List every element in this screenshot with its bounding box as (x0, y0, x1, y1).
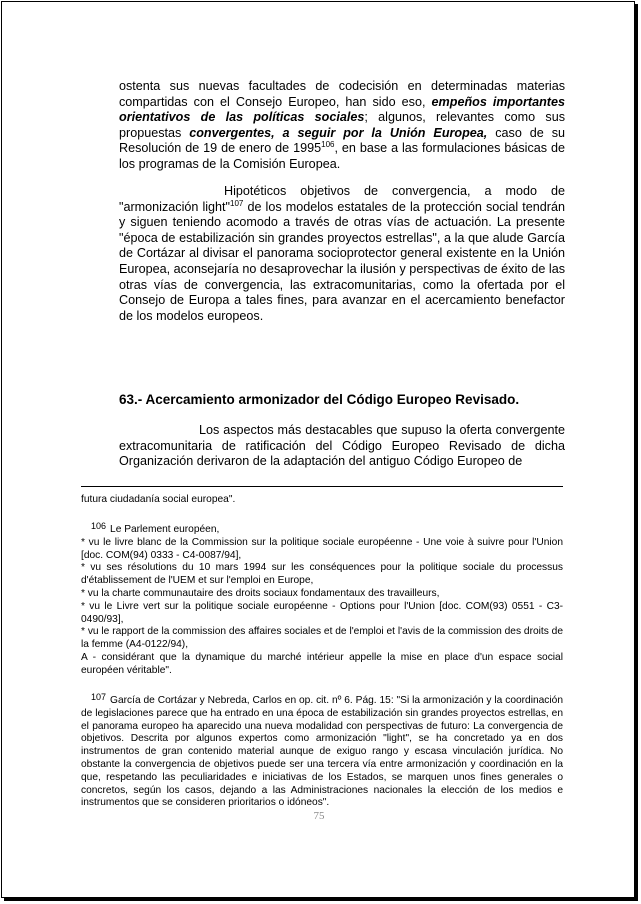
footnote-106 (81, 520, 563, 678)
section-heading: 63.- Acercamiento armonizador del Código Europeo Revisado. (119, 392, 520, 407)
footnote-106-line-6: * vu le rapport de la commission des affaires sociales et de l'emploi et l'avis de la commission des droits de la femme (A4-0122/94), (81, 626, 563, 651)
footnote-106-line-7: A - considérant que la dynamique du marché intérieur appelle la mise en place d'un espace social européen véritable". (81, 651, 563, 676)
paragraph-1-text-b: ; algunos, relevantes como sus propuestas (119, 110, 565, 140)
paragraph-1-text-d: , en base a las formulaciones básicas de los programas de la Comisión Europea. (119, 141, 565, 171)
paragraph-1-emphasis-b: convergentes, a seguir por la Unión Europea, (189, 125, 488, 140)
paragraph-3: Los aspectos más destacables que supuso la oferta convergente extracomunitaria de ratificación del Código Europeo Revisado de dicha Organización derivaron de la adaptación del antiguo Código Europeo de (119, 423, 565, 469)
footnote-106-line-2: * vu le livre blanc de la Commission sur la politique sociale européenne - Une voie à suivre pour l'Union [doc. COM(94) 0333 - C4-0087/94], (81, 536, 563, 561)
footnote-106-line-5: * vu le Livre vert sur la politique sociale européenne - Options pour l'Union [doc. COM(93) 0551 - C3-0490/93], (81, 600, 563, 625)
paragraph-2-text-b: de los modelos estatales de la protección social tendrán y siguen teniendo acomodo a través de otras vías de actuación. La presente "época de estabilización sin grandes proyectos estrellas", a la que alude García de Cortázar al divisar el panorama socioprotector general existente en la Unión Europea, aconsejaría no desaprovechar la ilusión y perspectivas de éxito de las otras vías de convergencia, las extracomunitarias, como la ofertada por el Consejo de Europa a tales fines, para avanzar en el acercamiento benefactor de los modelos europeos. (119, 199, 565, 323)
footnote-ref-107[interactable]: 107 (230, 198, 244, 208)
paragraph-1-text-a: ostenta sus nuevas facultades de codecisión en determinadas materias compartidas con el Consejo Europeo, han sido eso, (119, 79, 565, 109)
footnote-106-mark: 106 (91, 521, 107, 531)
paragraph-1 (119, 79, 565, 173)
footnote-106-line-3: * vu ses résolutions du 10 mars 1994 sur les conséquences pour la politique sociale du processus d'établissement de l'UEM et sur l'emploi en Europe, (81, 562, 563, 587)
footnote-continuation: futura ciudadanía social europea". (81, 494, 236, 505)
footnote-107 (81, 691, 563, 810)
paragraph-2-text-a: Hipotéticos objetivos de convergencia, a modo de "armonización light" (119, 184, 565, 214)
footnote-107-text: García de Cortázar y Nebreda, Carlos en op. cit. nº 6. Pág. 15: "Si la armonización y la coordinación de legislaciones parece que ha entrado en una época de estabilización sin grandes proyectos estrellas, en el panorama europeo ha aparecido una nueva modalidad con perspectivas de futuro: La convergencia de objetivos. Descrita por algunos expertos como armonización "light", se ha concretado ya en dos instrumentos de gran contenido material aunque de exiguo rango y escasa vinculación jurídica. No obstante la convergencia de objetivos puede ser una tercera vía entre armonización y coordinación en la que, respetando las peculiaridades e iniciativas de los Estados, se marquen unos fines generales o concretos, según los casos, dejando a las Administraciones nacionales la elección de los medios e instrumentos que se consideren prioritarios o idóneos". (81, 695, 563, 809)
footnote-separator (81, 486, 563, 487)
footnote-106-line-4: * vu la charte communautaire des droits sociaux fondamentaux des travailleurs, (81, 587, 440, 599)
footnote-106-line-1 (81, 520, 563, 537)
paragraph-2 (119, 184, 565, 324)
page-number: 75 (313, 810, 325, 822)
footnote-ref-106[interactable]: 106 (321, 140, 335, 150)
paragraph-1-text-c: caso de su Resolución de 19 de enero de 1995 (119, 125, 565, 156)
footnote-107-mark: 107 (91, 692, 107, 702)
footnote-106-text-1: Le Parlement européen, (110, 524, 220, 535)
document-page (1, 1, 635, 898)
paragraph-1-emphasis-a: empeños importantes orientativos de las políticas sociales (119, 94, 565, 125)
